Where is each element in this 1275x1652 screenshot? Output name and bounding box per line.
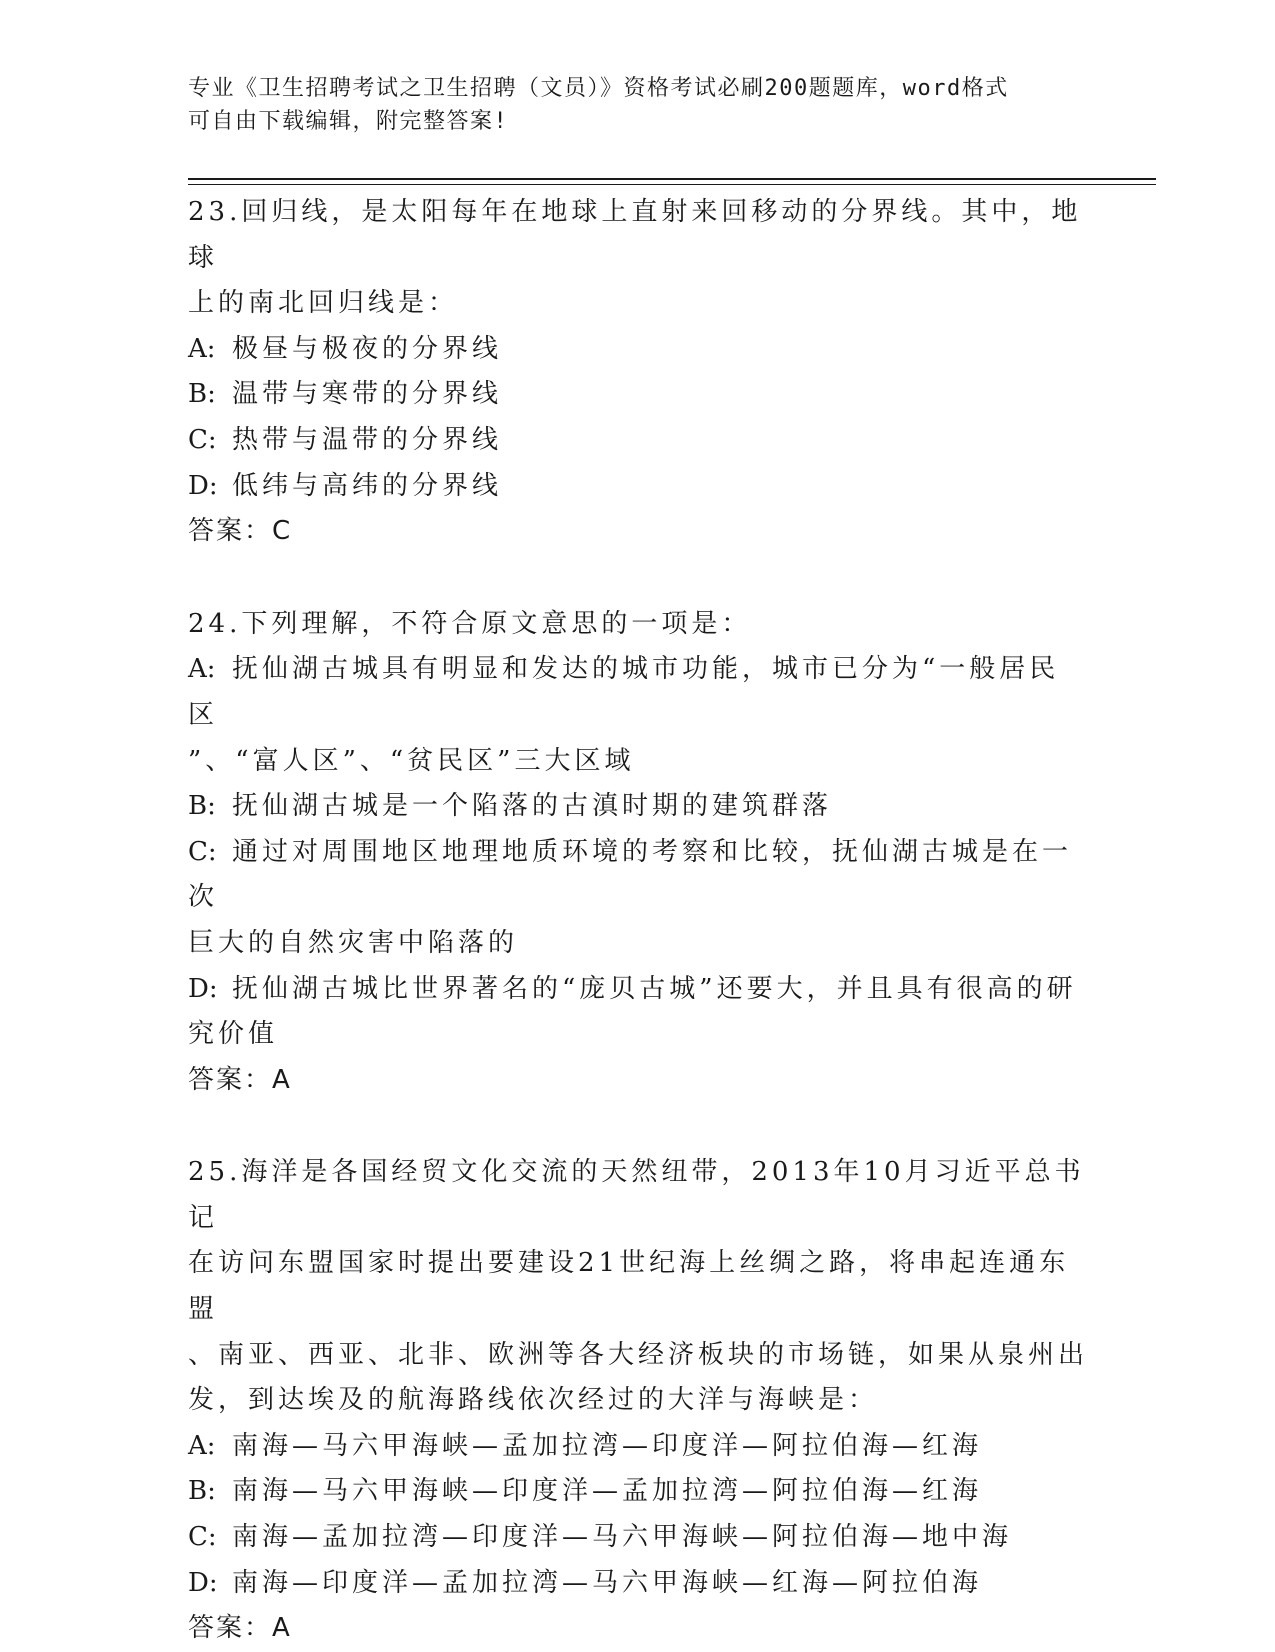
answer-line: 答案：A	[188, 1064, 292, 1095]
document-header	[188, 72, 1068, 138]
question-stem-line: 上的南北回归线是：	[188, 288, 459, 319]
option-text: 热带与温带的分界线	[232, 424, 503, 455]
option-letter: A:	[188, 333, 216, 364]
header-divider-thick	[188, 178, 1156, 180]
option-text: 南海—印度洋—孟加拉湾—马六甲海峡—红海—阿拉伯海	[232, 1567, 983, 1598]
option-text: 低纬与高纬的分界线	[232, 470, 503, 501]
option-text: 抚仙湖古城比世界著名的“庞贝古城”还要大，并且具有很高的研	[232, 973, 1077, 1004]
option-b	[188, 1469, 1088, 1515]
question-stem-line: 24.下列理解，不符合原文意思的一项是：	[188, 608, 752, 639]
option-letter: C:	[188, 836, 217, 867]
header-line-1: 专业《卫生招聘考试之卫生招聘（文员）》资格考试必刷200题题库，word格式	[188, 76, 1009, 101]
option-text: 南海—孟加拉湾—印度洋—马六甲海峡—阿拉伯海—地中海	[232, 1522, 1013, 1553]
option-a	[188, 327, 1088, 373]
option-c-continued: 巨大的自然灾害中陷落的	[188, 927, 519, 958]
option-a	[188, 1424, 1088, 1470]
option-letter: A:	[188, 1430, 216, 1461]
option-letter: D:	[188, 470, 218, 501]
option-letter: D:	[188, 973, 218, 1004]
option-b	[188, 372, 1088, 418]
question-stem-line: 发，到达埃及的航海路线依次经过的大洋与海峡是：	[188, 1385, 879, 1416]
header-line-2: 可自由下载编辑，附完整答案!	[188, 109, 509, 134]
option-a	[188, 647, 1088, 738]
option-b	[188, 784, 1088, 830]
option-text: 极昼与极夜的分界线	[232, 333, 503, 364]
option-d	[188, 967, 1088, 1013]
option-text: 抚仙湖古城是一个陷落的古滇时期的建筑群落	[232, 791, 833, 822]
option-letter: B:	[188, 791, 216, 822]
option-letter: B:	[188, 379, 216, 410]
option-letter: C:	[188, 424, 217, 455]
option-c	[188, 418, 1088, 464]
option-d-continued: 究价值	[188, 1019, 279, 1050]
answer-line: 答案：A	[188, 1613, 292, 1644]
question-stem-line: 、南亚、西亚、北非、欧洲等各大经济板块的市场链，如果从泉州出	[188, 1339, 1089, 1370]
question-stem-line: 在访问东盟国家时提出要建设21世纪海上丝绸之路，将串起连通东盟	[188, 1248, 1070, 1325]
question-23	[188, 190, 1088, 555]
option-text: 南海—马六甲海峡—孟加拉湾—印度洋—阿拉伯海—红海	[232, 1430, 983, 1461]
option-d	[188, 1561, 1088, 1607]
option-letter: A:	[188, 654, 216, 685]
option-letter: C:	[188, 1522, 217, 1553]
option-c	[188, 1515, 1088, 1561]
question-stem-line: 25.海洋是各国经贸文化交流的天然纽带，2013年10月习近平总书记	[188, 1157, 1085, 1233]
question-25	[188, 1150, 1088, 1652]
option-a-continued: ”、“富人区”、“贫民区”三大区域	[188, 745, 635, 776]
option-text: 温带与寒带的分界线	[232, 379, 503, 410]
option-c	[188, 830, 1088, 921]
option-text: 抚仙湖古城具有明显和发达的城市功能，城市已分为“一般居民区	[188, 654, 1060, 730]
option-letter: B:	[188, 1476, 216, 1507]
option-letter: D:	[188, 1567, 218, 1598]
header-divider-thin	[188, 184, 1156, 185]
answer-line: 答案：C	[188, 516, 293, 547]
question-24	[188, 602, 1088, 1104]
question-list	[188, 190, 1088, 1652]
option-text: 通过对周围地区地理地质环境的考察和比较，抚仙湖古城是在一次	[188, 836, 1073, 913]
question-stem-line: 23.回归线，是太阳每年在地球上直射来回移动的分界线。其中，地球	[188, 197, 1082, 273]
option-d	[188, 464, 1088, 510]
option-text: 南海—马六甲海峡—印度洋—孟加拉湾—阿拉伯海—红海	[232, 1476, 983, 1507]
